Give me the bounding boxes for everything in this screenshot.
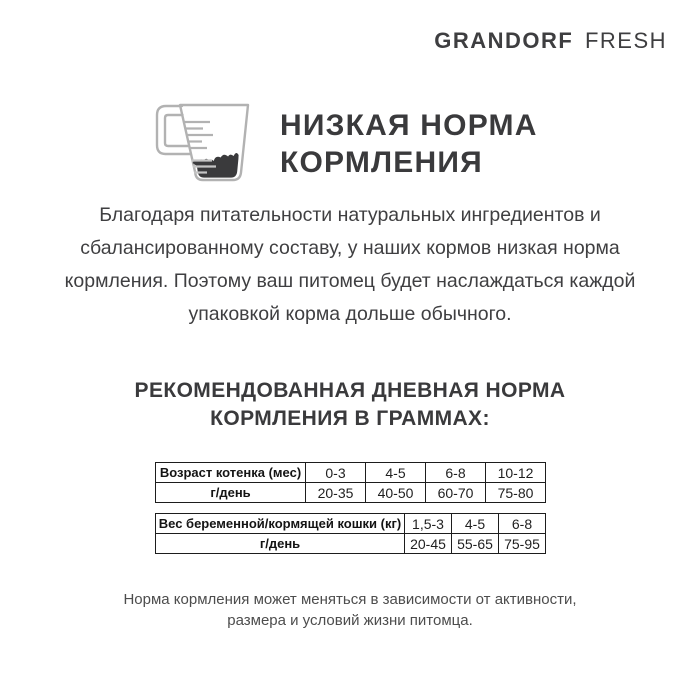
row-label-cell: Вес беременной/кормящей кошки (кг) [156, 514, 405, 534]
table-cell: 10-12 [486, 463, 546, 483]
table-cell: 75-80 [486, 483, 546, 503]
table-row [156, 514, 546, 534]
brand-logo [434, 28, 667, 54]
table-cell: 40-50 [366, 483, 426, 503]
table-cell: 1,5-3 [405, 514, 452, 534]
table-cell: 55-65 [452, 534, 499, 554]
table-cell: 6-8 [426, 463, 486, 483]
pregnant-cat-feeding-table [155, 513, 546, 554]
row-label-cell: г/день [156, 534, 405, 554]
brand-name: GRANDORF [434, 28, 574, 53]
table-cell: 4-5 [366, 463, 426, 483]
table-cell: 20-45 [405, 534, 452, 554]
row-label-cell: г/день [156, 483, 306, 503]
hero-section [152, 100, 590, 188]
tables-title: РЕКОМЕНДОВАННАЯ ДНЕВНАЯ НОРМА КОРМЛЕНИЯ В ГРАММАХ: [134, 379, 566, 430]
intro-text: Благодаря питательности натуральных ингредиентов и сбалансированному составу, у наших кормов низкая норма кормления. Поэтому ваш питомец будет наслаждаться каждой упаковкой корма дольше обычного. [64, 204, 636, 325]
note-text: Норма кормления может меняться в зависимости от активности, размера и условий жизни питомца. [123, 591, 577, 629]
table-row [156, 534, 546, 554]
page-title: НИЗКАЯ НОРМА КОРМЛЕНИЯ [280, 109, 538, 179]
table-row [156, 463, 546, 483]
kitten-feeding-table [155, 462, 546, 503]
table-cell: 4-5 [452, 514, 499, 534]
table-cell: 6-8 [499, 514, 546, 534]
table-cell: 0-3 [306, 463, 366, 483]
table-cell: 75-95 [499, 534, 546, 554]
table-row [156, 483, 546, 503]
table-cell: 20-35 [306, 483, 366, 503]
brand-line-name: FRESH [584, 28, 667, 53]
measuring-cup-icon [152, 100, 252, 188]
row-label-cell: Возраст котенка (мес) [156, 463, 306, 483]
feeding-tables [155, 462, 545, 554]
table-cell: 60-70 [426, 483, 486, 503]
